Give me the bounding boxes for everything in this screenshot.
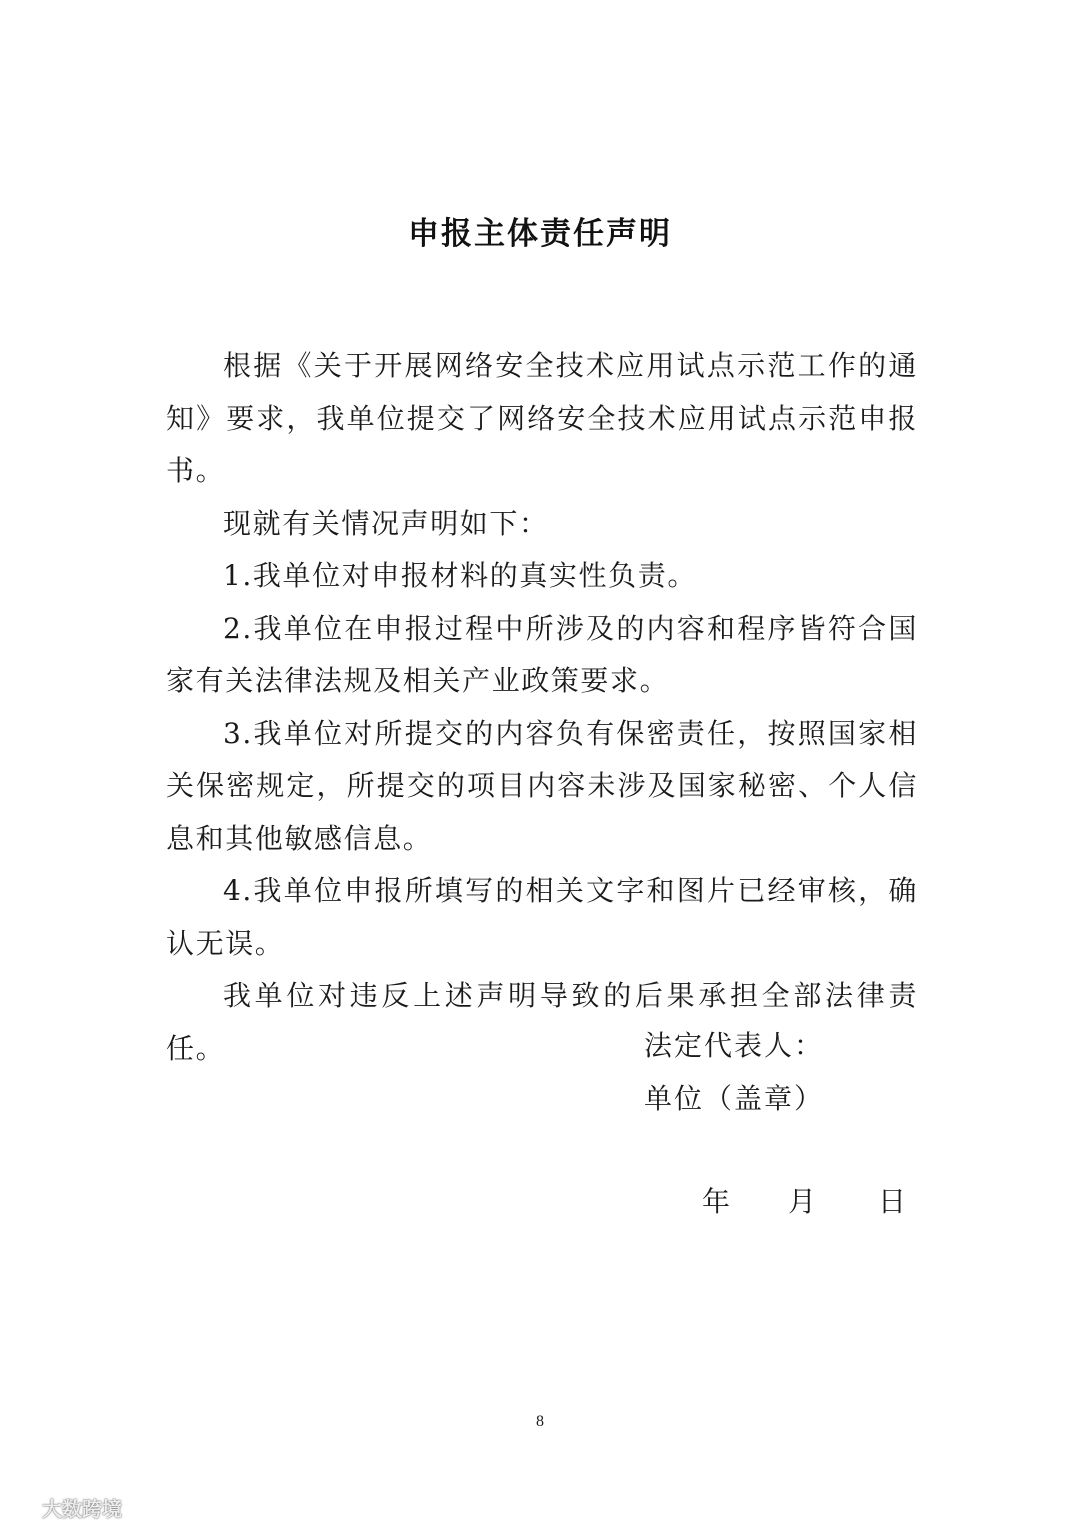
paragraph-liability: 我单位对违反上述声明导致的后果承担全部法律责任。 (166, 979, 918, 1065)
paragraph-item-4: 4.我单位申报所填写的相关文字和图片已经审核，确认无误。 (166, 874, 918, 960)
paragraph-intro: 根据《关于开展网络安全技术应用试点示范工作的通知》要求，我单位提交了网络安全技术应用试点示范申报书。 (166, 349, 918, 487)
signature-block (644, 1020, 824, 1125)
paragraph-item-1: 1.我单位对申报材料的真实性负责。 (223, 559, 697, 592)
watermark (8, 1493, 122, 1521)
document-title: 申报主体责任声明 (408, 216, 672, 252)
document-body (166, 340, 918, 1075)
date-line (0, 1180, 1080, 1224)
watermark-text: 大数跨境 (42, 1496, 122, 1521)
paragraph-item-2: 2.我单位在申报过程中所涉及的内容和程序皆符合国家有关法律法规及相关产业政策要求。 (166, 611, 918, 697)
paragraph-item-3: 3.我单位对所提交的内容负有保密责任，按照国家相关保密规定，所提交的项目内容未涉及国家秘密、个人信息和其他敏感信息。 (166, 716, 918, 855)
paragraph-statement-lead: 现就有关情况声明如下： (223, 506, 549, 540)
legal-representative-label: 法定代表人： (644, 1029, 825, 1062)
date-year-label: 年 (702, 1185, 731, 1218)
unit-seal-label: 单位（盖章） (644, 1081, 825, 1115)
date-day-label: 日 (878, 1185, 907, 1218)
date-month-label: 月 (788, 1185, 817, 1218)
weibo-logo-icon (8, 1495, 38, 1519)
page-number: 8 (536, 1413, 544, 1430)
